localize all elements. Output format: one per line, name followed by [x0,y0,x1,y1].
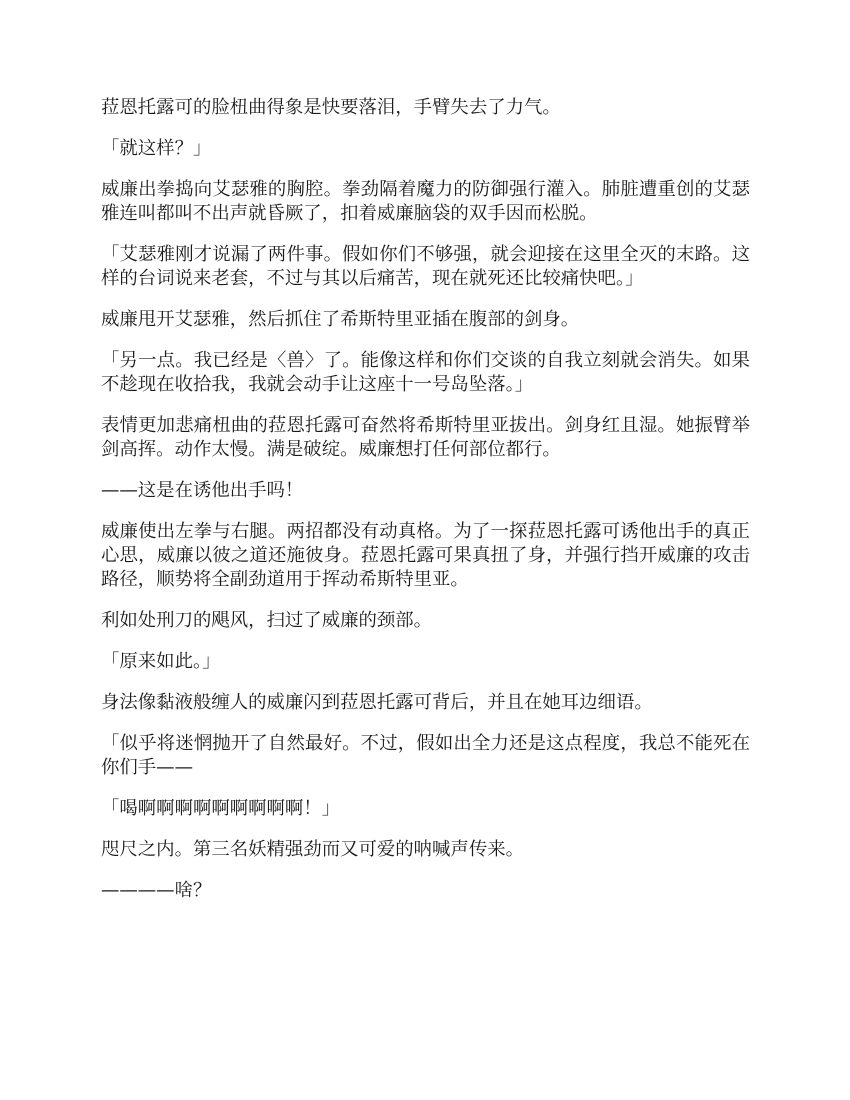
dialogue-paragraph: 「艾瑟雅刚才说漏了两件事。假如你们不够强，就会迎接在这里全灭的末路。这样的台词说来老套，不过与其以后痛苦，现在就死还比较痛快吧。」 [101,244,750,289]
paragraph: 咫尺之内。第三名妖精强劲而又可爱的呐喊声传来。 [101,839,524,860]
dialogue-paragraph: 「原来如此。」 [101,651,221,672]
paragraph: 身法像黏液般缠人的威廉闪到菈恩托露可背后，并且在她耳边细语。 [101,692,653,713]
dialogue-paragraph: 「就这样？」 [101,138,212,159]
paragraph: 利如处刑刀的飓风，扫过了威廉的颈部。 [101,610,433,631]
inner-thought-paragraph: ————啥？ [101,880,212,901]
paragraph: 威廉出拳捣向艾瑟雅的胸腔。拳劲隔着魔力的防御强行灌入。肺脏遭重创的艾瑟雅连叫都叫不出声就昏厥了，扣着威廉脑袋的双手因而松脱。 [101,179,750,224]
paragraph: 威廉使出左拳与右腿。两招都没有动真格。为了一探菈恩托露可诱他出手的真正心思，威廉以彼之道还施彼身。菈恩托露可果真扭了身，并强行挡开威廉的攻击路径，顺势将全副劲道用于挥动希斯特里亚。 [101,521,750,590]
dialogue-paragraph: 「似乎将迷惘抛开了自然最好。不过，假如出全力还是这点程度，我总不能死在你们手—— [101,733,750,778]
paragraph: 表情更加悲痛杻曲的菈恩托露可奋然将希斯特里亚拔出。剑身红且湿。她振臂举剑高挥。动作太慢。满是破绽。威廉想打任何部位都行。 [101,415,750,460]
inner-thought-paragraph: ——这是在诱他出手吗！ [101,480,304,501]
dialogue-paragraph: 「喝啊啊啊啊啊啊啊啊啊！」 [101,798,341,819]
paragraph: 菈恩托露可的脸杻曲得象是快要落泪，手臂失去了力气。 [101,97,561,118]
dialogue-paragraph: 「另一点。我已经是〈兽〉了。能像这样和你们交谈的自我立刻就会消失。如果不趁现在收拾我，我就会动手让这座十一号岛坠落。」 [101,350,750,395]
paragraph: 威廉甩开艾瑟雅，然后抓住了希斯特里亚插在腹部的剑身。 [101,309,580,330]
